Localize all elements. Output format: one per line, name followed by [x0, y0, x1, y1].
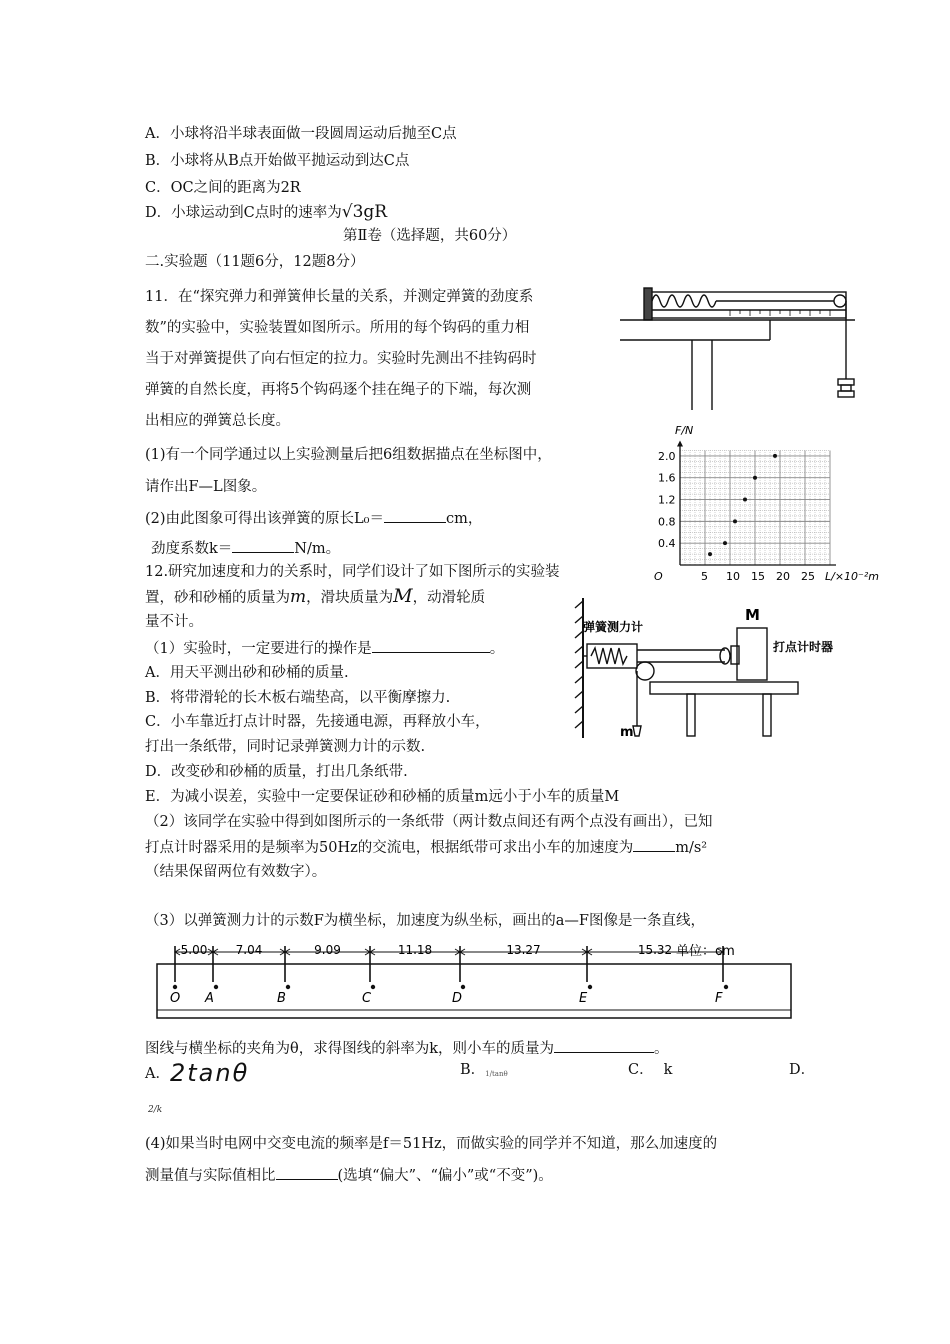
f-l-graph: [640, 420, 890, 585]
answer-choice-a: [145, 1059, 250, 1087]
tape-dot: [214, 985, 218, 989]
tape-point-label: C: [362, 991, 372, 1006]
q12-part1-text: （1）实验时，一定要进行的操作是: [145, 641, 372, 657]
q12-part4-line1: (4)如果当时电网中交变电流的频率是f＝51Hz，而做实验的同学并不知道，那么加速度的: [145, 1136, 718, 1152]
tape-dot: [588, 985, 592, 989]
tape-segment-length: 11.18: [397, 943, 433, 957]
q12-part3-line2: [145, 1038, 669, 1059]
q12-option-b: B．将带滑轮的长木板右端垫高，以平衡摩擦力.: [145, 690, 451, 706]
section-title: 二.实验题（11题6分，12题8分）: [145, 254, 365, 270]
x-tick-label: 10: [726, 570, 740, 583]
q12-part2-line3: （结果保留两位有效数字）。: [145, 864, 327, 880]
answer-blank-operation[interactable]: [372, 638, 490, 653]
answer-b-formula: 1/tanθ: [485, 1070, 508, 1078]
option-d-text: D．小球运动到C点时的速率为: [145, 205, 342, 221]
q11-part2-line1: [145, 508, 482, 529]
answer-choice-d: D．: [789, 1062, 816, 1078]
q12-part3-text: 图线与横坐标的夹角为θ，求得图线的斜率为k，则小车的质量为: [145, 1041, 555, 1057]
x-tick-label: 20: [776, 570, 790, 583]
data-point: [773, 454, 777, 458]
tape-dot: [724, 985, 728, 989]
q12-part4-end: (选填“偏大”、“偏小”或“不变”)。: [337, 1168, 553, 1184]
x-tick-label: 15: [751, 570, 765, 583]
q11-line2: 数”的实验中，实验装置如图所示。所用的每个钩码的重力相: [145, 320, 530, 336]
cart-apparatus-figure: [575, 598, 834, 748]
q11-part1-line1: (1)有一个同学通过以上实验测量后把6组数据描点在坐标图中，: [145, 447, 552, 463]
option-c: C．OC之间的距离为2R: [145, 180, 301, 196]
answer-b-label: B．: [460, 1062, 486, 1078]
data-point: [733, 519, 737, 523]
q12-line2-b: ，滑块质量为: [306, 590, 394, 606]
spring-scale-label: 弹簧测力计: [583, 620, 644, 634]
option-d-formula: √3gR: [341, 202, 388, 222]
y-tick-label: 1.2: [658, 493, 676, 507]
q12-part1: [145, 638, 504, 659]
origin-label: O: [654, 570, 663, 583]
y-tick-label: 0.8: [658, 515, 676, 529]
x-tick-label: 25: [801, 570, 815, 583]
q11-part2-line2: [151, 538, 340, 559]
tape-dot: [173, 985, 177, 989]
answer-c-label: C．: [628, 1062, 654, 1078]
q11-line4: 弹簧的自然长度，再将5个钩码逐个挂在绳子的下端，每次测: [145, 382, 532, 398]
q12-part2-text: 打点计时器采用的是频率为50Hz的交流电，根据纸带可求出小车的加速度为: [145, 840, 634, 856]
answer-blank-mass[interactable]: [554, 1038, 654, 1053]
answer-blank-l0[interactable]: [384, 508, 446, 523]
q12-line2: [145, 586, 485, 608]
bucket-mass-label: m: [620, 725, 634, 740]
tape-point-label: E: [579, 991, 588, 1006]
y-tick-label: 2.0: [658, 449, 676, 463]
answer-choice-c: [628, 1060, 672, 1080]
answer-a-formula: 2tanθ: [169, 1059, 250, 1087]
tape-segment-length: 13.27: [506, 943, 541, 957]
answer-blank-comparison[interactable]: [276, 1165, 338, 1180]
answer-blank-acceleration[interactable]: [633, 837, 675, 852]
paper-tape-figure: [155, 940, 795, 1020]
tape-dot: [371, 985, 375, 989]
q12-line3: 量不计。: [145, 614, 203, 630]
cart-mass-label: M: [745, 606, 760, 624]
tape-dot: [286, 985, 290, 989]
q11-k-unit: N/m。: [294, 541, 341, 557]
q12-option-d: D．改变砂和砂桶的质量，打出几条纸带.: [145, 764, 408, 780]
q11-line5: 出相应的弹簧总长度。: [145, 413, 290, 429]
answer-blank-k[interactable]: [232, 538, 294, 553]
q12-option-a: A．用天平测出砂和砂桶的质量.: [145, 665, 349, 681]
spring-apparatus-figure: [620, 284, 860, 414]
tape-segment-length: 7.04: [235, 943, 263, 957]
q12-part2-unit: m/s²: [675, 840, 708, 856]
data-point: [743, 498, 747, 502]
q12-part3-end: 。: [654, 1041, 669, 1057]
answer-c-value: k: [663, 1062, 673, 1078]
y-axis-label: F/N: [675, 424, 694, 437]
q12-line1: 12.研究加速度和力的关系时，同学们设计了如下图所示的实验装: [145, 564, 560, 580]
data-point: [723, 541, 727, 545]
q12-option-e: E．为减小误差，实验中一定要保证砂和砂桶的质量m远小于小车的质量M: [145, 789, 620, 805]
tape-point-label: O: [170, 991, 181, 1006]
q12-part4-text: 测量值与实际值相比: [145, 1168, 276, 1184]
q11-part1-line2: 请作出F—L图象。: [145, 479, 267, 495]
part2-title: 第Ⅱ卷（选择题，共60分）: [343, 228, 517, 244]
q12-option-c2: 打出一条纸带，同时记录弹簧测力计的示数.: [145, 739, 426, 755]
tape-unit: 单位：cm: [676, 944, 735, 959]
answer-d-formula: 2/k: [148, 1105, 163, 1115]
q11-k-text: 劲度系数k＝: [151, 541, 233, 557]
q11-part2-unit: cm，: [445, 511, 483, 527]
q12-part4-line2: [145, 1165, 553, 1186]
tape-point-label: D: [452, 991, 463, 1006]
tape-point-label: A: [205, 991, 214, 1006]
x-tick-label: 5: [701, 570, 708, 583]
q11-line3: 当于对弹簧提供了向右恒定的拉力。实验时先测出不挂钩码时: [145, 351, 537, 367]
data-point: [708, 552, 712, 556]
q11-part2-text: (2)由此图象可得出该弹簧的原长L₀＝: [145, 511, 384, 527]
y-tick-label: 1.6: [658, 471, 676, 485]
q12-part2-line1: （2）该同学在实验中得到如图所示的一条纸带（两计数点间还有两个点没有画出），已知: [145, 814, 713, 830]
data-point: [753, 476, 757, 480]
tape-point-label: F: [715, 991, 723, 1006]
tape-segment-length: 5.00: [180, 943, 208, 957]
q12-option-c1: C．小车靠近打点计时器，先接通电源，再释放小车，: [145, 714, 490, 730]
tape-dot: [461, 985, 465, 989]
q12-line2-c: ，动滑轮质: [412, 590, 486, 606]
q12-part1-end: 。: [489, 641, 505, 657]
q12-part3-line1: （3）以弹簧测力计的示数F为横坐标，加速度为纵坐标，画出的a—F图像是一条直线，: [145, 913, 705, 929]
option-a: A．小球将沿半球表面做一段圆周运动后抛至C点: [145, 126, 457, 142]
q12-part2-line2: [145, 837, 707, 858]
option-d: [145, 202, 387, 223]
q11-line1: 11．在“探究弹力和弹簧伸长量的关系，并测定弹簧的劲度系: [145, 289, 534, 305]
timer-label: 打点计时器: [773, 640, 834, 654]
tape-segment-length: 9.09: [314, 943, 341, 957]
y-tick-label: 0.4: [658, 537, 676, 551]
tape-point-label: B: [277, 991, 286, 1006]
q12-line2-M: M: [393, 585, 413, 607]
q12-line2-m: m: [290, 587, 307, 607]
q12-line2-a: 置，砂和砂桶的质量为: [145, 590, 290, 606]
x-axis-label: L/×10⁻²m: [825, 570, 879, 583]
tape-segment-length: 15.32: [637, 943, 673, 957]
answer-a-label: A．: [145, 1066, 170, 1082]
option-b: B．小球将从B点开始做平抛运动到达C点: [145, 153, 410, 169]
answer-choice-b: [460, 1060, 508, 1082]
